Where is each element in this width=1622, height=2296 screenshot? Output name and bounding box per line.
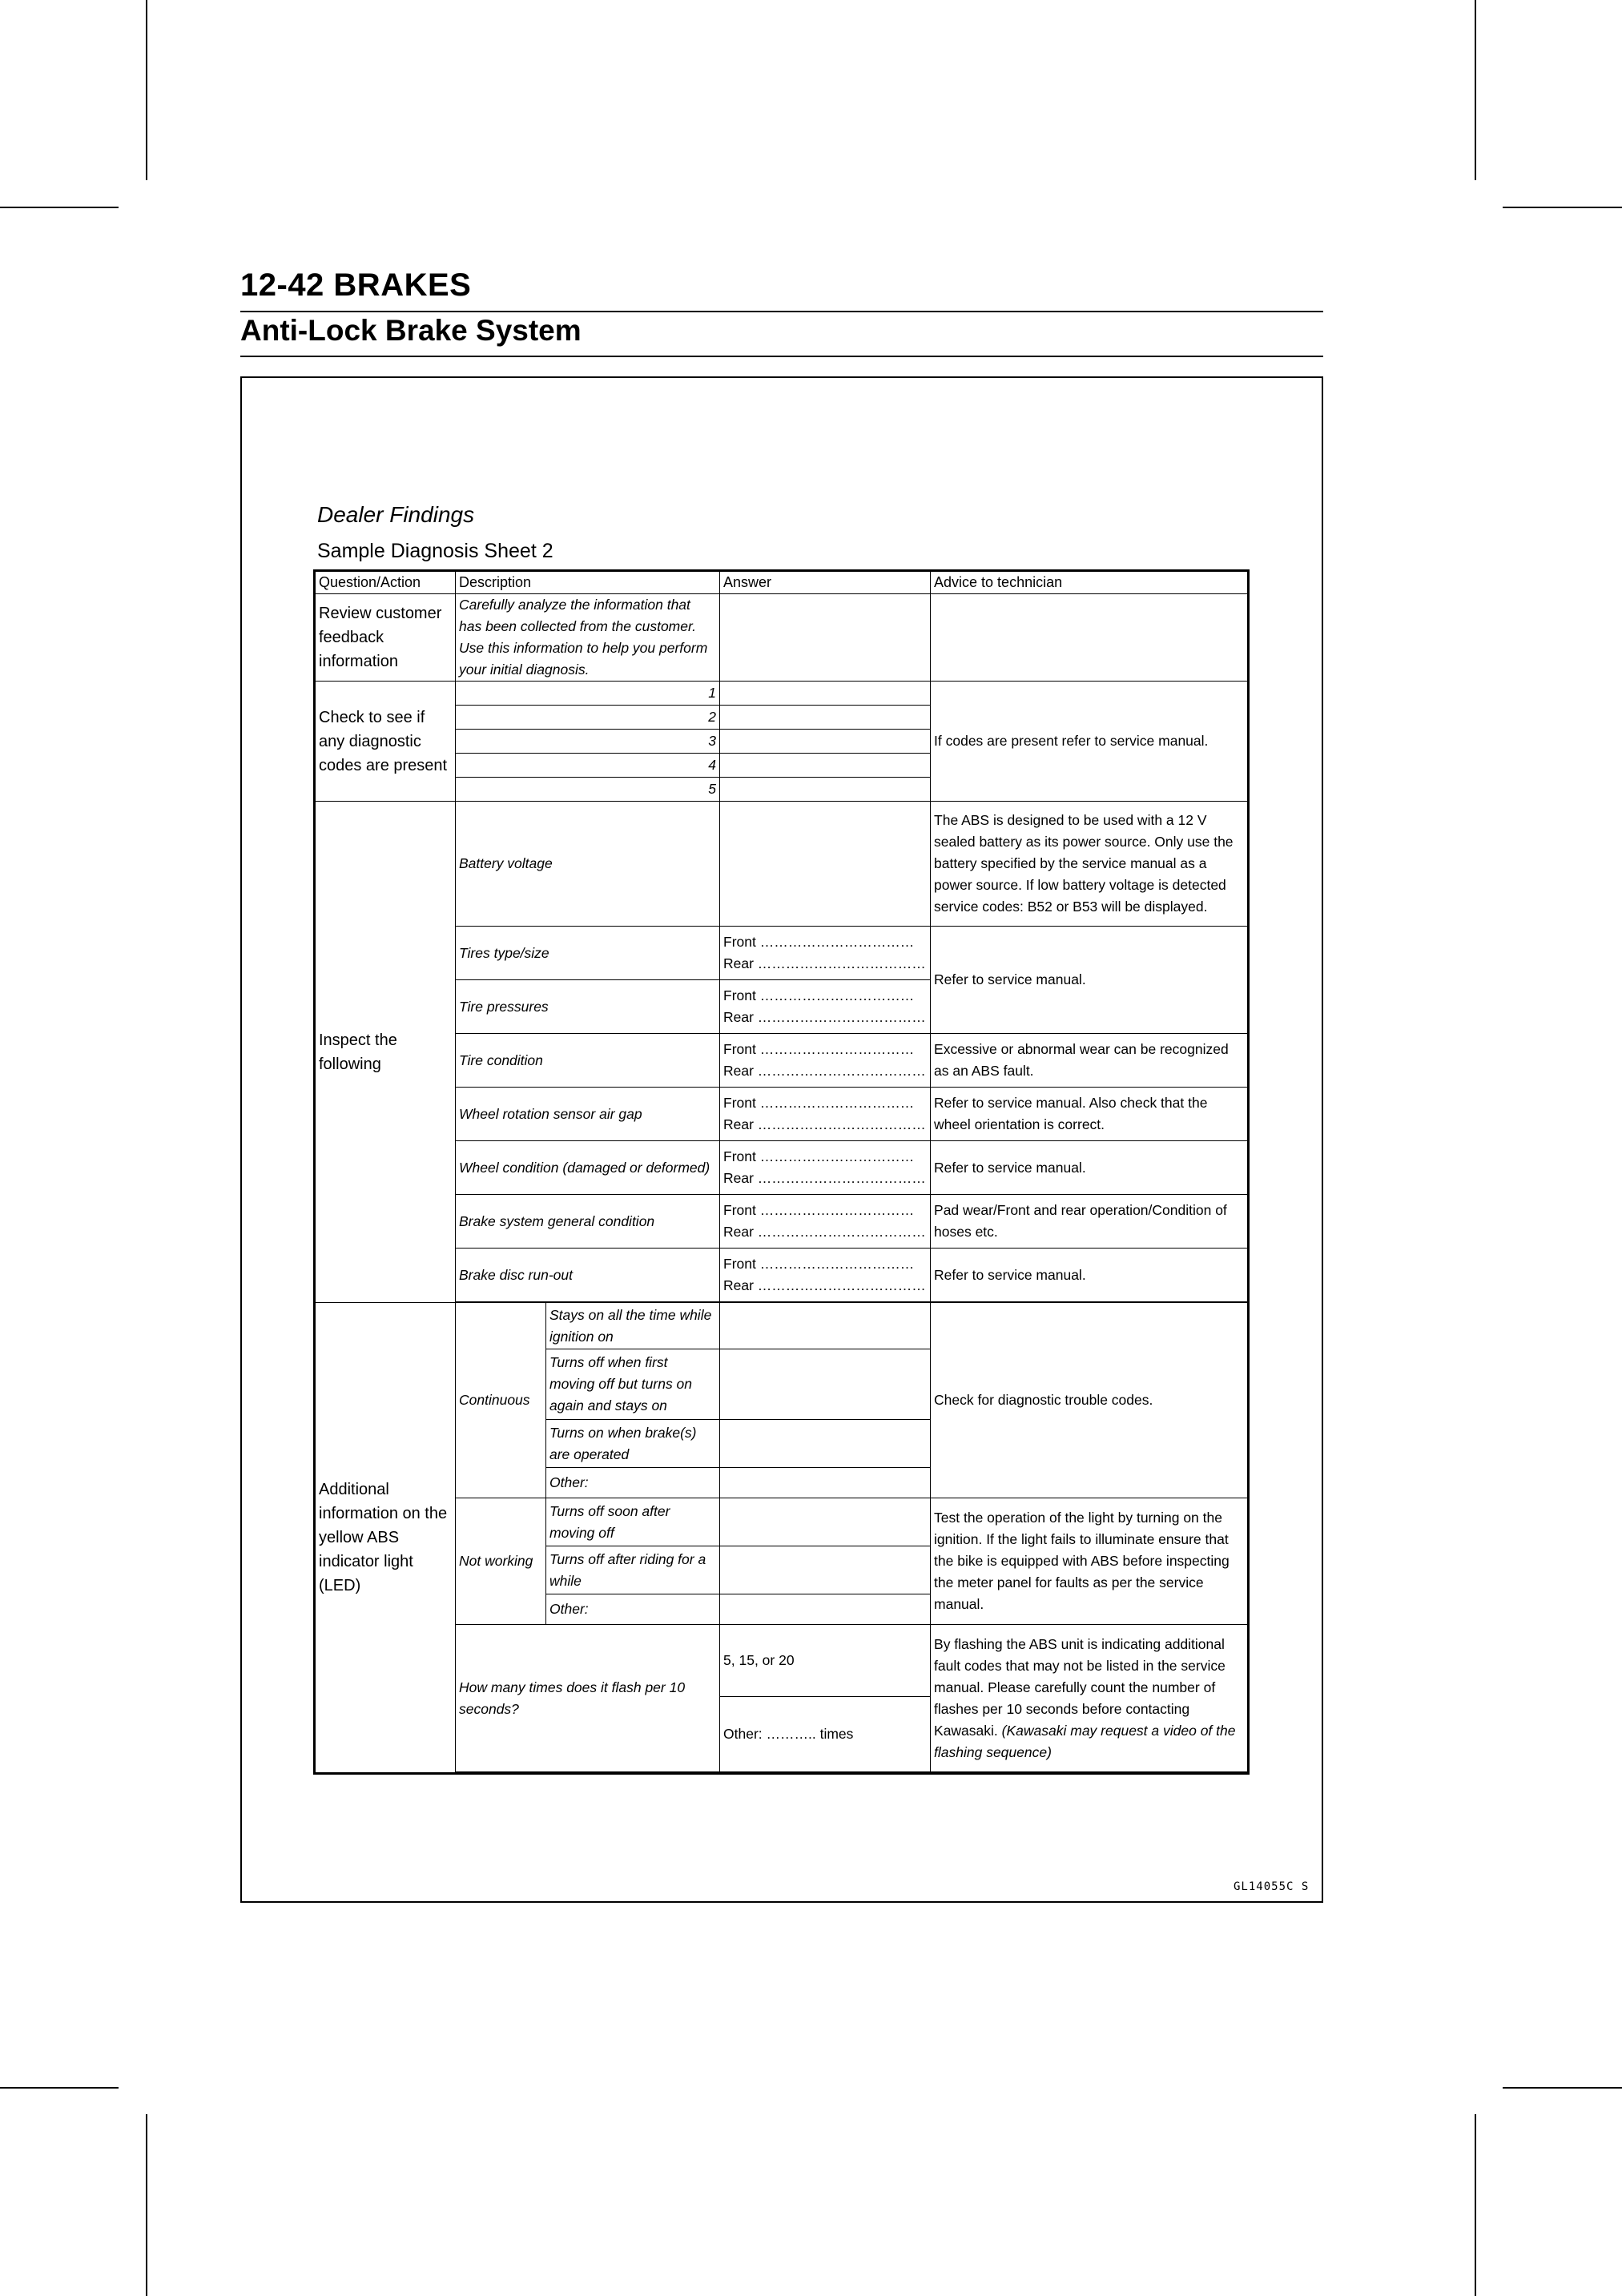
crop-mark [0, 207, 119, 208]
description-cell: Carefully analyze the information that has been collected from the customer. Use this information to help you perform your initial diagnosis. [456, 594, 720, 682]
front-rear-answer[interactable] [720, 927, 931, 980]
question-cell: Additional information on the yellow ABS indicator light (LED) [315, 1303, 456, 1774]
front-line: Front …………………………… [723, 1041, 915, 1057]
code-number: 1 [456, 682, 720, 706]
advice-cell: If codes are present refer to service manual. [931, 682, 1249, 802]
answer-cell[interactable] [720, 730, 931, 754]
front-rear-answer[interactable] [720, 1034, 931, 1088]
rear-line: Rear ……………………………… [723, 955, 926, 971]
advice-cell: Pad wear/Front and rear operation/Condition of hoses etc. [931, 1195, 1249, 1249]
description-cell: Wheel rotation sensor air gap [456, 1088, 720, 1141]
rear-line: Rear ……………………………… [723, 1224, 926, 1240]
table-row [315, 594, 1249, 682]
rear-line: Rear ……………………………… [723, 1063, 926, 1079]
flash-answer[interactable]: Other: ……….. times [720, 1697, 931, 1772]
question-cell: Review customer feedback information [315, 594, 456, 682]
answer-cell[interactable] [720, 1303, 931, 1349]
advice-cell: Refer to service manual. [931, 927, 1249, 1034]
code-number: 5 [456, 778, 720, 802]
answer-cell[interactable] [720, 1546, 931, 1594]
front-line: Front …………………………… [723, 934, 915, 950]
description-cell: How many times does it flash per 10 seconds? [456, 1625, 720, 1772]
light-option: Turns off soon after moving off [546, 1498, 720, 1546]
advice-cell [931, 1625, 1249, 1772]
crop-mark [146, 2114, 147, 2296]
crop-mark [0, 2087, 119, 2089]
advice-cell: Test the operation of the light by turning on the ignition. If the light fails to illuminate ensure that the bike is equipped with ABS before inspecting the meter panel for faults as per the service manual. [931, 1498, 1249, 1625]
light-option: Turns off when first moving off but turns on again and stays on [546, 1349, 720, 1420]
description-cell: Battery voltage [456, 802, 720, 927]
flash-answer[interactable]: 5, 15, or 20 [720, 1625, 931, 1697]
light-option: Turns on when brake(s) are operated [546, 1420, 720, 1468]
column-header: Answer [720, 571, 931, 594]
rear-line: Rear ……………………………… [723, 1116, 926, 1132]
front-line: Front …………………………… [723, 1256, 915, 1272]
front-rear-answer[interactable] [720, 1195, 931, 1249]
diagnosis-table [313, 569, 1250, 1775]
page-title: 12-42 BRAKES [240, 267, 472, 303]
answer-cell[interactable] [720, 754, 931, 778]
answer-cell[interactable] [720, 706, 931, 730]
flash-advice-note: (Kawasaki may request a video of the flashing sequence) [934, 1722, 1236, 1760]
description-cell: Tire pressures [456, 980, 720, 1034]
question-cell: Inspect the following [315, 802, 456, 1303]
code-number: 3 [456, 730, 720, 754]
front-line: Front …………………………… [723, 987, 915, 1003]
answer-cell[interactable] [720, 1420, 931, 1468]
light-option: Turns off after riding for a while [546, 1546, 720, 1594]
answer-cell[interactable] [720, 802, 931, 927]
answer-cell[interactable] [720, 1468, 931, 1498]
column-header: Advice to technician [931, 571, 1249, 594]
question-cell: Check to see if any diagnostic codes are present [315, 682, 456, 802]
advice-cell: Refer to service manual. [931, 1141, 1249, 1195]
answer-cell[interactable] [720, 778, 931, 802]
description-cell: Tire condition [456, 1034, 720, 1088]
front-line: Front …………………………… [723, 1202, 915, 1218]
front-rear-answer[interactable] [720, 980, 931, 1034]
title-rule [240, 311, 1323, 312]
crop-mark [1503, 2087, 1622, 2089]
rear-line: Rear ……………………………… [723, 1170, 926, 1186]
advice-cell [931, 594, 1249, 682]
description-cell: Wheel condition (damaged or deformed) [456, 1141, 720, 1195]
answer-cell[interactable] [720, 594, 931, 682]
description-cell: Tires type/size [456, 927, 720, 980]
advice-cell: Excessive or abnormal wear can be recognized as an ABS fault. [931, 1034, 1249, 1088]
rear-line: Rear ……………………………… [723, 1009, 926, 1025]
sheet-title: Sample Diagnosis Sheet 2 [317, 540, 553, 562]
front-rear-answer[interactable] [720, 1249, 931, 1302]
advice-cell: Refer to service manual. Also check that the wheel orientation is correct. [931, 1088, 1249, 1141]
page-subtitle: Anti-Lock Brake System [240, 314, 582, 347]
description-cell: Brake system general condition [456, 1195, 720, 1249]
light-option: Other: [546, 1468, 720, 1498]
table-row [315, 802, 1249, 927]
figure-code: GL14055C S [1234, 1880, 1310, 1893]
description-cell: Brake disc run-out [456, 1249, 720, 1302]
crop-mark [146, 0, 147, 180]
light-option: Stays on all the time while ignition on [546, 1303, 720, 1349]
front-rear-answer[interactable] [720, 1088, 931, 1141]
front-rear-answer[interactable] [720, 1141, 931, 1195]
subtitle-rule [240, 356, 1323, 357]
light-option: Other: [546, 1594, 720, 1625]
flash-advice: By flashing the ABS unit is indicating additional fault codes that may not be listed in the service manual. Please carefully count the number of flashes per 10 seconds before contacting Kawasaki. [934, 1635, 1226, 1739]
advice-cell: Refer to service manual. [931, 1249, 1249, 1302]
advice-cell: The ABS is designed to be used with a 12 V sealed battery as its power source. Only use the battery specified by the service manual as a power source. If low battery voltage is detected service codes: B52 or B53 will be displayed. [931, 802, 1249, 927]
spacer [456, 1772, 1249, 1774]
code-number: 2 [456, 706, 720, 730]
table-row [315, 1303, 1249, 1349]
crop-mark [1503, 207, 1622, 208]
crop-mark [1475, 2114, 1476, 2296]
light-state-label: Continuous [456, 1303, 546, 1498]
advice-cell: Check for diagnostic trouble codes. [931, 1303, 1249, 1498]
code-number: 4 [456, 754, 720, 778]
light-state-label: Not working [456, 1498, 546, 1625]
section-heading: Dealer Findings [317, 502, 475, 527]
table-header-row [315, 571, 1249, 594]
answer-cell[interactable] [720, 1498, 931, 1546]
front-line: Front …………………………… [723, 1095, 915, 1111]
answer-cell[interactable] [720, 682, 931, 706]
front-line: Front …………………………… [723, 1148, 915, 1164]
table-row [315, 682, 1249, 706]
rear-line: Rear ……………………………… [723, 1277, 926, 1293]
column-header: Description [456, 571, 720, 594]
answer-cell[interactable] [720, 1594, 931, 1625]
column-header: Question/Action [315, 571, 456, 594]
crop-mark [1475, 0, 1476, 180]
answer-cell[interactable] [720, 1349, 931, 1420]
